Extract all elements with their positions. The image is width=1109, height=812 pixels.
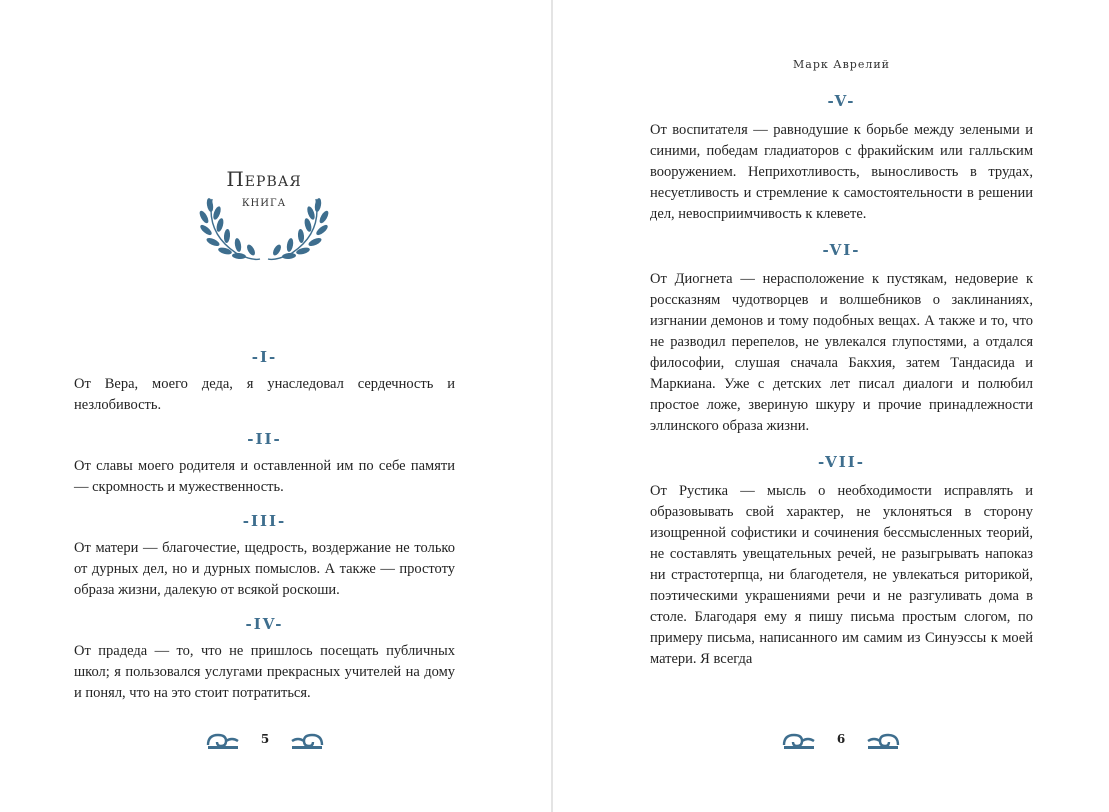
section-numeral: -I- xyxy=(251,348,278,366)
section-paragraph: От Рустика — мысль о необходимости исправлять и образовывать свой характер, не уклоняться в сторону изощренной софистики и сочинения бессмысленных теорий, не составлять увещательных речей, не разыгрывать напоказ ни страстотерпца, ни благодетеля, не увлекаться риторикой, поэтическими украшениями речи и не разгуливать дома в столе. Благодаря ему я пишу письма простым слогом, по примеру письма, написанного им самим из Синуэссы к моей матери. Я всегда xyxy=(650,483,1033,667)
section-numeral: -II- xyxy=(247,430,282,448)
chapter-subtitle: книга xyxy=(241,194,287,210)
page-folio xyxy=(776,730,906,752)
section-paragraph: От славы моего родителя и оставленной им по себе памяти — скромность и мужественность. xyxy=(74,458,455,495)
chapter-title: Первая xyxy=(226,167,302,191)
scroll-ornament-icon xyxy=(290,731,324,751)
section-numeral: -VII- xyxy=(817,453,866,471)
section-paragraph: От воспитателя — равнодушие к борьбе между зелеными и синими, победам гладиаторов с фракийским или галльским вооружением. Неприхотливость, выносливость в трудах, несуетливость и стремление к самостоятельности в решении дел, невосприимчивость к клевете. xyxy=(650,122,1033,222)
right-text-column xyxy=(650,90,1033,670)
section-paragraph: От матери — благочестие, щедрость, воздержание не только от дурных дел, но и дурных помыслов. А также — простоту образа жизни, далекую от всякой роскоши. xyxy=(74,540,455,598)
section-numeral: -IV- xyxy=(245,615,284,633)
page-number: 5 xyxy=(260,732,270,746)
left-text-column xyxy=(74,344,455,704)
scroll-ornament-icon xyxy=(866,731,900,751)
page-number: 6 xyxy=(836,732,846,746)
page-folio xyxy=(200,730,330,752)
left-page xyxy=(0,0,552,812)
scroll-ornament-icon xyxy=(782,731,816,751)
section-numeral: -V- xyxy=(827,92,856,110)
running-head: Марк Аврелий xyxy=(793,58,890,71)
section-numeral: -VI- xyxy=(822,241,861,259)
section-paragraph: От Вера, моего деда, я унаследовал сердечность и незлобивость. xyxy=(74,376,455,413)
section-numeral: -III- xyxy=(242,512,287,530)
section-paragraph: От прадеда — то, что не пришлось посещать публичных школ; я пользовался услугами прекрасных учителей на дому и понял, что на это стоит потратиться. xyxy=(74,643,455,701)
section-paragraph: От Диогнета — нерасположение к пустякам, недоверие к россказням чудотворцев и волшебников о заклинаниях, изгнании демонов и тому подобных вещах. А также и то, что не разводил перепелов, не увлекался глупостями, а отдался философии, слушая сначала Бакхия, затем Тандасида и Маркиана. Уже с детских лет писал диалоги и полюбил простое ложе, звериную шкуру и прочие принадлежности эллинского образа жизни. xyxy=(650,271,1033,434)
right-page xyxy=(553,0,1109,812)
scroll-ornament-icon xyxy=(206,731,240,751)
laurel-wreath-icon xyxy=(196,193,332,265)
